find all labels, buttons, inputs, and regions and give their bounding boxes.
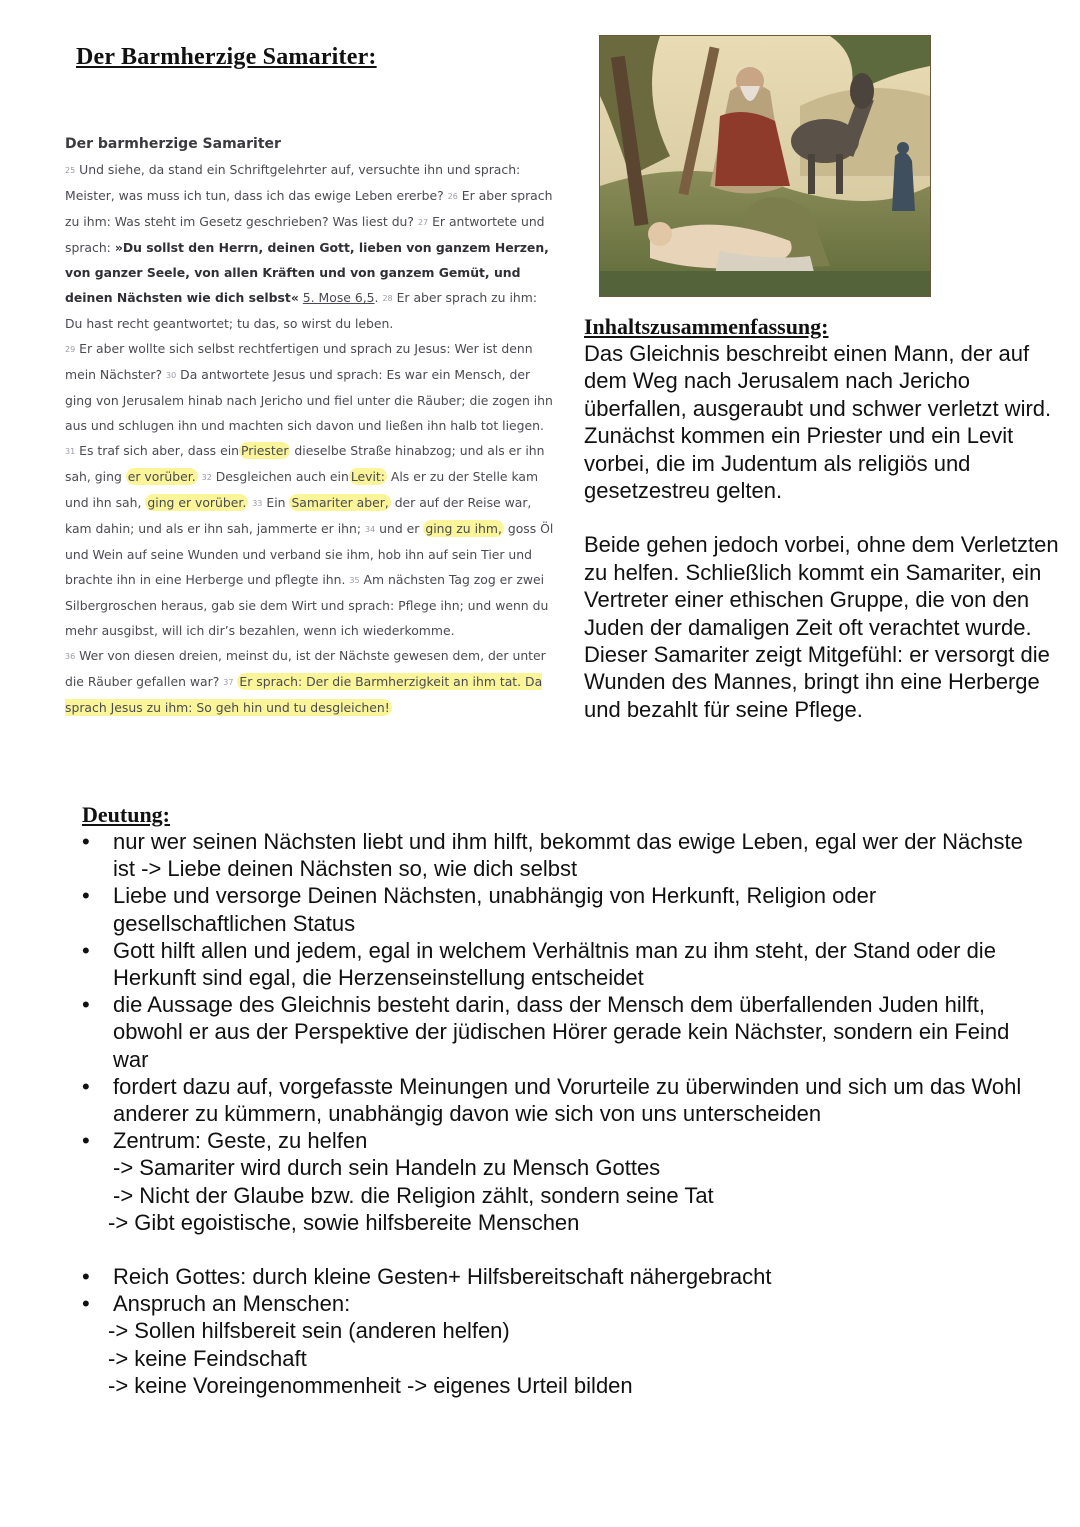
bullet-icon: • [82,1264,90,1290]
bullet-icon: • [82,1073,90,1099]
highlighted-text: ging er vorüber. [147,495,247,510]
highlighted-text: Levit: [350,469,385,484]
sub-item: -> keine Feindschaft [108,1345,307,1371]
verse-number: 31 [65,447,76,456]
sub-item: -> keine Voreingenommenheit -> eigenes Urteil bilden [108,1372,633,1398]
list-item: • die Aussage des Gleichnis besteht darin, dass der Mensch dem überfallenden Juden hilft, obwohl er aus der Perspektive der jüdischen Hörer gerade kein Nächster, sondern ein Feind war [82,992,1010,1072]
verse-text: Er antwortete und sprach: [65,214,545,255]
bullet-icon: • [82,1128,90,1154]
verse-number: 30 [166,371,177,380]
painting-illustration [600,36,930,296]
list-item: • Anspruch an Menschen: [82,1291,351,1317]
verse-number: 33 [252,499,263,508]
verse-number: 37 [223,678,234,687]
scripture-reference-link[interactable]: 5. Mose 6,5 [302,290,375,305]
summary-section [584,314,1060,723]
verse-text: Wer von diesen dreien, meinst du, ist der Nächste gewesen dem, der unter die Räuber gefallen war? [65,648,546,689]
list-item: • Liebe und versorge Deinen Nächsten, unabhängig von Herkunft, Religion oder gesellschaftlichen Status [82,883,877,936]
list-item: • fordert dazu auf, vorgefasste Meinungen und Vorurteile zu überwinden und sich um das Wohl anderer zu kümmern, unabhängig davon wie sich von uns unterscheiden [82,1073,1022,1127]
verse-number: 32 [201,473,212,482]
commandment-quote: »Du sollst den Herrn, deinen Gott, lieben von ganzem Herzen, von ganzer Seele, von allen Kräften und von ganzem Gemüt, und deinen Nächsten wie dich selbst« [65,240,549,305]
page-title: Der Barmherzige Samariter: [76,44,377,70]
verse-text: Desgleichen auch ein [215,469,349,484]
verse-number: 27 [417,218,429,227]
list-item: • Reich Gottes: durch kleine Gesten+ Hilfsbereitschaft nähergebracht [82,1264,772,1290]
verse-text: Als er zu der Stelle kam und ihn sah, [65,469,539,510]
bible-passage-heading: Der barmherzige Samariter [65,136,281,152]
sub-item: -> Samariter wird durch sein Handeln zu Mensch Gottes [113,1155,661,1181]
verse-number: 26 [447,192,458,201]
highlighted-text: ging zu ihm, [425,521,502,536]
sub-item: -> Sollen hilfsbereit sein (anderen helfen) [108,1318,510,1344]
bullet-icon: • [82,829,90,854]
summary-paragraph: Beide gehen jedoch vorbei, ohne dem Verletzten zu helfen. Schließlich kommt ein Samariter, ein Vertreter einer ethischen Gruppe, die von den Juden der damaligen Zeit oft verachtet wurde. Dieser Samariter zeigt Mitgefühl: er versorgt die Wunden des Mannes, bringt ihn eine Herberge und bezahlt für seine Pflege. [584,532,1059,722]
sub-item: -> Nicht der Glaube bzw. die Religion zählt, sondern seine Tat [113,1182,714,1208]
list-item: • Zentrum: Geste, zu helfen [82,1128,368,1154]
verse-number: 29 [65,345,76,354]
bible-passage-text [65,438,555,643]
interpretation-heading: Deutung: [82,802,171,827]
bullet-icon: • [82,1291,90,1317]
bible-passage-text: 25 Und siehe, da stand ein Schriftgelehrter auf, versuchte ihn und sprach: Meister, was muss ich tun, dass ich das ewige Leben ererbe? 26 Er aber sprach zu ihm: Was steht im Gesetz geschrieben? Was liest du? 27 Er antwortete und sprach: »Du sollst den Herrn, deinen Gott, lieben von ganzem Herzen, von ganzer Seele, von allen Kräften und von ganzem Gemüt, und deinen Nächsten wie dich selbst« 5. Mose 6,5. 28 Er aber sprach zu ihm: Du hast recht geantwortet; tu das, so wirst du leben. [65,162,553,331]
summary-paragraph: Das Gleichnis beschreibt einen Mann, der auf dem Weg nach Jerusalem nach Jericho überfallen, ausgeraubt und schwer verletzt wird. Zunächst kommen ein Priester und ein Levit vorbei, die im Judentum als religiös und gesetzestreu gelten. [584,341,1052,504]
verse-number: 25 [65,166,76,175]
verse-text: Er aber sprach zu ihm: Was steht im Gesetz geschrieben? Was liest du? [65,188,553,229]
summary-heading: Inhaltszusammenfassung: [584,314,829,339]
sub-item: -> Gibt egoistische, sowie hilfsbereite Menschen [108,1209,580,1235]
verse-text: goss Öl und Wein auf seine Wunden und verband sie ihm, hob ihn auf sein Tier und brachte ihn in eine Herberge und pflegte ihn. [65,521,554,587]
highlighted-text: Er sprach: Der die Barmherzigkeit an ihm tat. Da sprach Jesus zu ihm: So geh hin und tu desgleichen! [65,674,543,715]
highlighted-text: Samariter aber, [291,495,389,510]
verse-number: 28 [382,294,393,303]
verse-text: Er aber sprach zu ihm: Du hast recht geantwortet; tu das, so wirst du leben. [65,290,538,331]
bible-passage-text [65,643,555,720]
bible-passage-text [65,336,555,438]
good-samaritan-painting [599,35,931,297]
verse-text: der auf der Reise war, kam dahin; und als er ihn sah, jammerte er ihn; [65,495,532,536]
verse-text: Es traf sich aber, dass ein [79,443,239,458]
interpretation-section [82,801,1042,1399]
verse-number: 36 [65,652,76,661]
list-item: • Gott hilft allen und jedem, egal in welchem Verhältnis man zu ihm steht, der Stand oder die Herkunft sind egal, die Herzenseinstellung entscheidet [82,937,996,991]
highlighted-text: Priester [241,443,289,458]
list-item: • nur wer seinen Nächsten liebt und ihm hilft, bekommt das ewige Leben, egal wer der Nächste ist -> Liebe deinen Nächsten so, wie dich selbst [82,829,1023,882]
verse-number: 35 [349,576,360,585]
verse-text: dieselbe Straße hinabzog; und als er ihn sah, ging [65,443,545,484]
bullet-icon: • [82,937,90,963]
verse-number: 34 [365,525,376,534]
bible-passage [65,132,555,720]
verse-text: Am nächsten Tag zog er zwei Silbergroschen heraus, gab sie dem Wirt und sprach: Pflege ihn; und wenn du mehr ausgibst, will ich dir’s bezahlen, wenn ich wiederkomme. [65,572,549,638]
verse-text: Er aber wollte sich selbst rechtfertigen und sprach zu Jesus: Wer ist denn mein Nächster? [65,341,533,382]
bullet-icon: • [82,992,90,1018]
verse-text: Ein [266,495,286,510]
bullet-icon: • [82,883,90,909]
verse-text: Und siehe, da stand ein Schriftgelehrter auf, versuchte ihn und sprach: Meister, was muss ich tun, dass ich das ewige Leben ererbe? [65,162,521,203]
highlighted-text: er vorüber. [127,469,196,484]
verse-text: und er [379,521,420,536]
verse-text: Da antwortete Jesus und sprach: Es war ein Mensch, der ging von Jerusalem hinab nach Jericho und fiel unter die Räuber; die zogen ihn aus und schlugen ihn und machten sich davon und ließen ihn halb tot liegen. [65,367,553,433]
